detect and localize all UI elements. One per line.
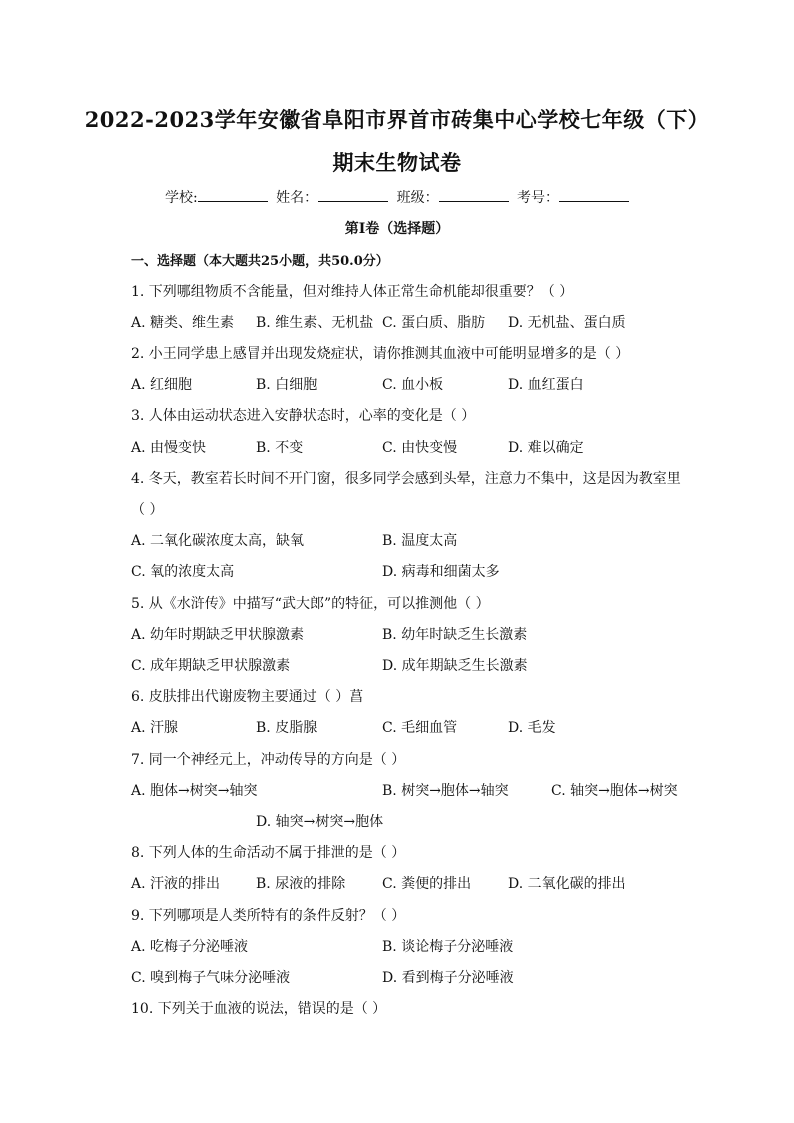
- option-c: C. 粪便的排出: [382, 876, 472, 892]
- option-a: A. 胞体→树突→轴突: [131, 783, 258, 799]
- question-stem: 10. 下列关于血液的说法，错误的是（ ）: [131, 1001, 387, 1017]
- school-label: 学校:: [164, 190, 198, 206]
- option-c: C. 氧的浓度太高: [131, 564, 235, 580]
- option-c: C. 由快变慢: [382, 440, 458, 456]
- question-stem: 4. 冬天，教室若长时间不开门窗，很多同学会感到头晕，注意力不集中，这是因为教室里: [131, 471, 681, 487]
- question-stem: 8. 下列人体的生命活动不属于排泄的是（ ）: [131, 845, 406, 861]
- option-a: A. 汗腺: [131, 720, 179, 736]
- option-a: A. 红细胞: [131, 377, 193, 393]
- question-stem: 2. 小王同学患上感冒并出现发烧症状，请你推测其血液中可能明显增多的是（ ）: [131, 346, 630, 362]
- option-b: B. 皮脂腺: [256, 720, 318, 736]
- option-c: C. 血小板: [382, 377, 444, 393]
- question-stem: 3. 人体由运动状态进入安静状态时，心率的变化是（ ）: [131, 408, 476, 424]
- option-b: B. 温度太高: [382, 533, 458, 549]
- exam-title-line2: 期末生物试卷: [332, 150, 462, 175]
- option-c: C. 轴突→胞体→树突: [551, 783, 678, 799]
- option-d: D. 无机盐、蛋白质: [508, 315, 626, 331]
- option-c: C. 蛋白质、脂肪: [382, 315, 486, 331]
- option-b: B. 白细胞: [256, 377, 318, 393]
- option-a: A. 吃梅子分泌唾液: [131, 939, 249, 955]
- option-d: D. 难以确定: [508, 440, 584, 456]
- student-info-row: [0, 187, 794, 207]
- option-b: B. 维生素、无机盐: [256, 315, 374, 331]
- option-d: D. 看到梅子分泌唾液: [382, 970, 514, 986]
- exam-title-line1: 2022-2023学年安徽省阜阳市界首市砖集中心学校七年级（下）: [84, 107, 710, 132]
- number-blank[interactable]: [559, 189, 629, 202]
- option-d: D. 血红蛋白: [508, 377, 584, 393]
- option-b: B. 树突→胞体→轴突: [382, 783, 509, 799]
- question-stem: 1. 下列哪组物质不含能量，但对维持人体正常生命机能却很重要？（ ）: [131, 284, 574, 300]
- option-c: C. 成年期缺乏甲状腺激素: [131, 658, 291, 674]
- option-a: A. 汗液的排出: [131, 876, 221, 892]
- part-heading: 一、选择题（本大题共25小题，共50.0分）: [131, 254, 389, 269]
- option-a: A. 二氧化碳浓度太高，缺氧: [131, 533, 305, 549]
- section-heading: 第I卷（选择题）: [344, 221, 450, 237]
- school-blank[interactable]: [198, 189, 268, 202]
- option-d: D. 轴突→树突→胞体: [256, 814, 384, 830]
- question-stem: 6. 皮肤排出代谢废物主要通过（ ）菖: [131, 689, 364, 705]
- number-label: 考号：: [517, 190, 560, 206]
- option-c: C. 嗅到梅子气味分泌唾液: [131, 970, 291, 986]
- option-a: A. 由慢变快: [131, 440, 207, 456]
- option-d: D. 成年期缺乏生长激素: [382, 658, 528, 674]
- class-blank[interactable]: [439, 189, 509, 202]
- option-d: D. 病毒和细菌太多: [382, 564, 500, 580]
- option-b: B. 尿液的排除: [256, 876, 346, 892]
- question-stem-continued: （ ）: [131, 502, 164, 518]
- option-c: C. 毛细血管: [382, 720, 458, 736]
- option-a: A. 糖类、维生素: [131, 315, 235, 331]
- option-b: B. 幼年时缺乏生长激素: [382, 627, 528, 643]
- option-d: D. 二氧化碳的排出: [508, 876, 626, 892]
- question-stem: 9. 下列哪项是人类所特有的条件反射？（ ）: [131, 908, 406, 924]
- name-label: 姓名：: [276, 190, 319, 206]
- option-a: A. 幼年时期缺乏甲状腺激素: [131, 627, 305, 643]
- name-blank[interactable]: [318, 189, 388, 202]
- class-label: 班级：: [396, 190, 439, 206]
- question-stem: 5. 从《水浒传》中描写“武大郎”的特征，可以推测他（ ）: [131, 596, 490, 612]
- option-b: B. 谈论梅子分泌唾液: [382, 939, 514, 955]
- question-stem: 7. 同一个神经元上，冲动传导的方向是（ ）: [131, 752, 406, 768]
- option-d: D. 毛发: [508, 720, 556, 736]
- option-b: B. 不变: [256, 440, 304, 456]
